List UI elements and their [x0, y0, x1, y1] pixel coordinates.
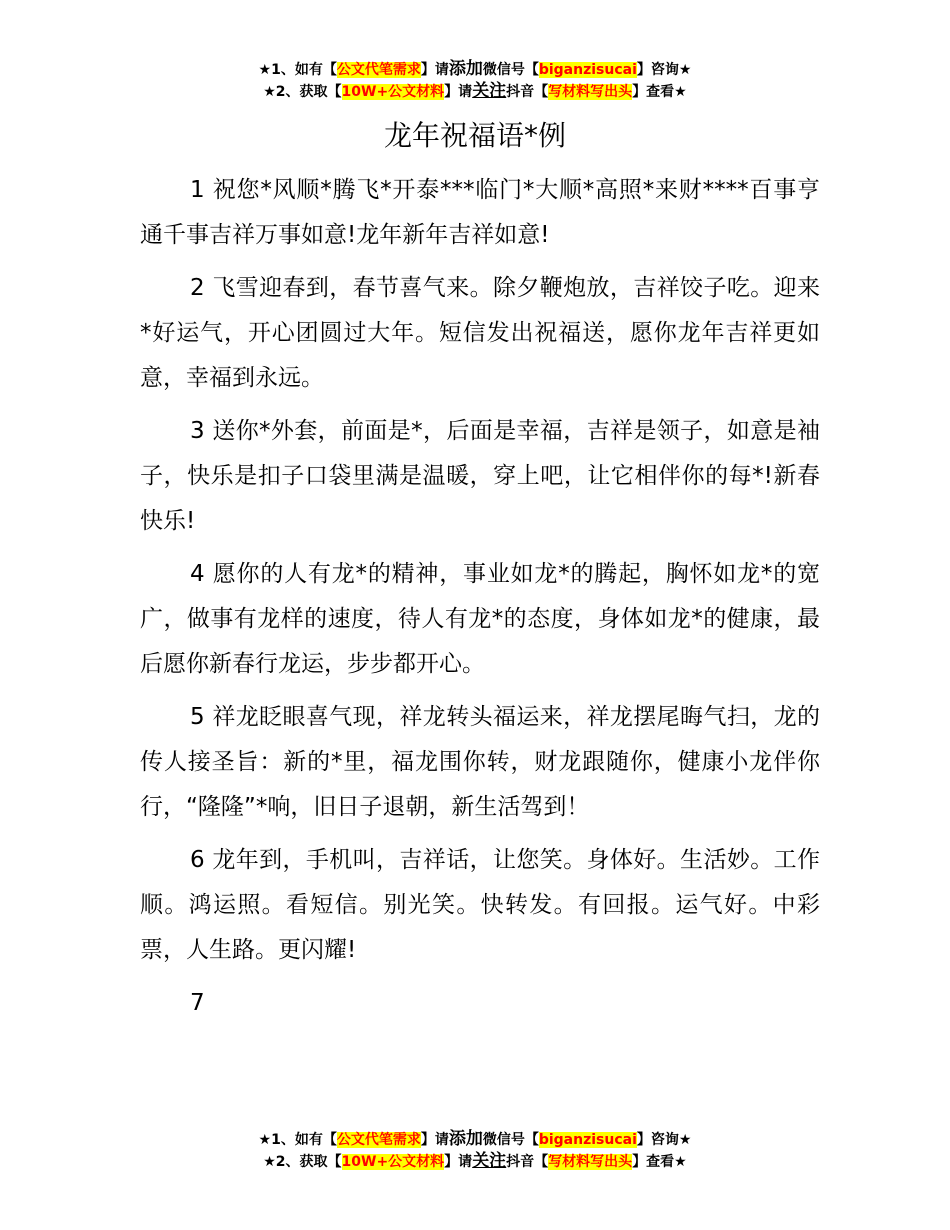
- paragraph-4: 4 愿你的人有龙*的精神，事业如龙*的腾起，胸怀如龙*的宽广，做事有龙样的速度，待人有龙*的态度，身体如龙*的健康，最后愿你新春行龙运，步步都开心。: [140, 561, 820, 677]
- banner-text: 】请: [420, 1132, 449, 1148]
- banner-text: 微信号【: [482, 62, 539, 78]
- header-banner: [0, 59, 950, 103]
- banner-emphasis: 添加: [448, 59, 483, 79]
- banner-text: ★2、获取【: [263, 1154, 342, 1170]
- paragraph-3: 3 送你*外套，前面是*，后面是幸福，吉祥是领子，如意是袖子，快乐是扣子口袋里满是温暖，穿上吧，让它相伴你的每*!新春快乐!: [140, 418, 820, 534]
- highlight-materials: 10W+公文材料: [341, 84, 445, 100]
- document-title: 龙年祝福语*例: [383, 119, 566, 152]
- banner-text: 微信号【: [482, 1132, 539, 1148]
- paragraph-7: 7: [190, 990, 205, 1016]
- paragraph-5: 5 祥龙眨眼喜气现，祥龙转头福运来，祥龙摆尾晦气扫，龙的传人接圣旨：新的*里，福龙围你转，财龙跟随你，健康小龙伴你行，“隆隆”*响，旧日子退朝，新生活驾到！: [140, 704, 820, 820]
- paragraph-6: 6 龙年到，手机叫，吉祥话，让您笑。身体好。生活妙。工作顺。鸿运照。看短信。别光笑。快转发。有回报。运气好。中彩票，人生路。更闪耀!: [140, 847, 820, 963]
- paragraph-1: 1 祝您*风顺*腾飞*开泰***临门*大顺*高照*来财****百事亨通千事吉祥万事如意!龙年新年吉祥如意!: [140, 177, 820, 248]
- banner-emphasis: 添加: [448, 1129, 483, 1149]
- banner-text: ★2、获取【: [263, 84, 342, 100]
- banner-text: ★1、如有【: [258, 1132, 337, 1148]
- banner-text: 】咨询★: [636, 62, 692, 78]
- highlight-wechat-id: biganzisucai: [538, 1132, 637, 1148]
- banner-text: 抖音【: [506, 84, 549, 100]
- highlight-douyin-account: 写材料写出头: [548, 1154, 633, 1170]
- banner-line-1: [0, 1129, 950, 1151]
- banner-emphasis: 关注: [472, 81, 507, 101]
- footer-banner: [0, 1129, 950, 1173]
- banner-line-2: [0, 1151, 950, 1173]
- banner-text: 】查看★: [632, 84, 687, 100]
- banner-text: 】请: [420, 62, 449, 78]
- banner-text: ★1、如有【: [258, 62, 337, 78]
- highlight-service: 公文代笔需求: [336, 62, 421, 78]
- highlight-service: 公文代笔需求: [336, 1132, 421, 1148]
- document-body: [140, 168, 820, 1034]
- banner-text: 】请: [444, 1154, 473, 1170]
- highlight-materials: 10W+公文材料: [341, 1154, 445, 1170]
- paragraph-2: 2 飞雪迎春到，春节喜气来。除夕鞭炮放，吉祥饺子吃。迎来*好运气，开心团圆过大年。短信发出祝福送，愿你龙年吉祥更如意，幸福到永远。: [140, 275, 820, 391]
- highlight-douyin-account: 写材料写出头: [548, 84, 633, 100]
- highlight-wechat-id: biganzisucai: [538, 62, 637, 78]
- banner-line-1: [0, 59, 950, 81]
- banner-text: 抖音【: [506, 1154, 549, 1170]
- banner-text: 】咨询★: [636, 1132, 692, 1148]
- banner-emphasis: 关注: [472, 1151, 507, 1171]
- banner-line-2: [0, 81, 950, 103]
- banner-text: 】查看★: [632, 1154, 687, 1170]
- banner-text: 】请: [444, 84, 473, 100]
